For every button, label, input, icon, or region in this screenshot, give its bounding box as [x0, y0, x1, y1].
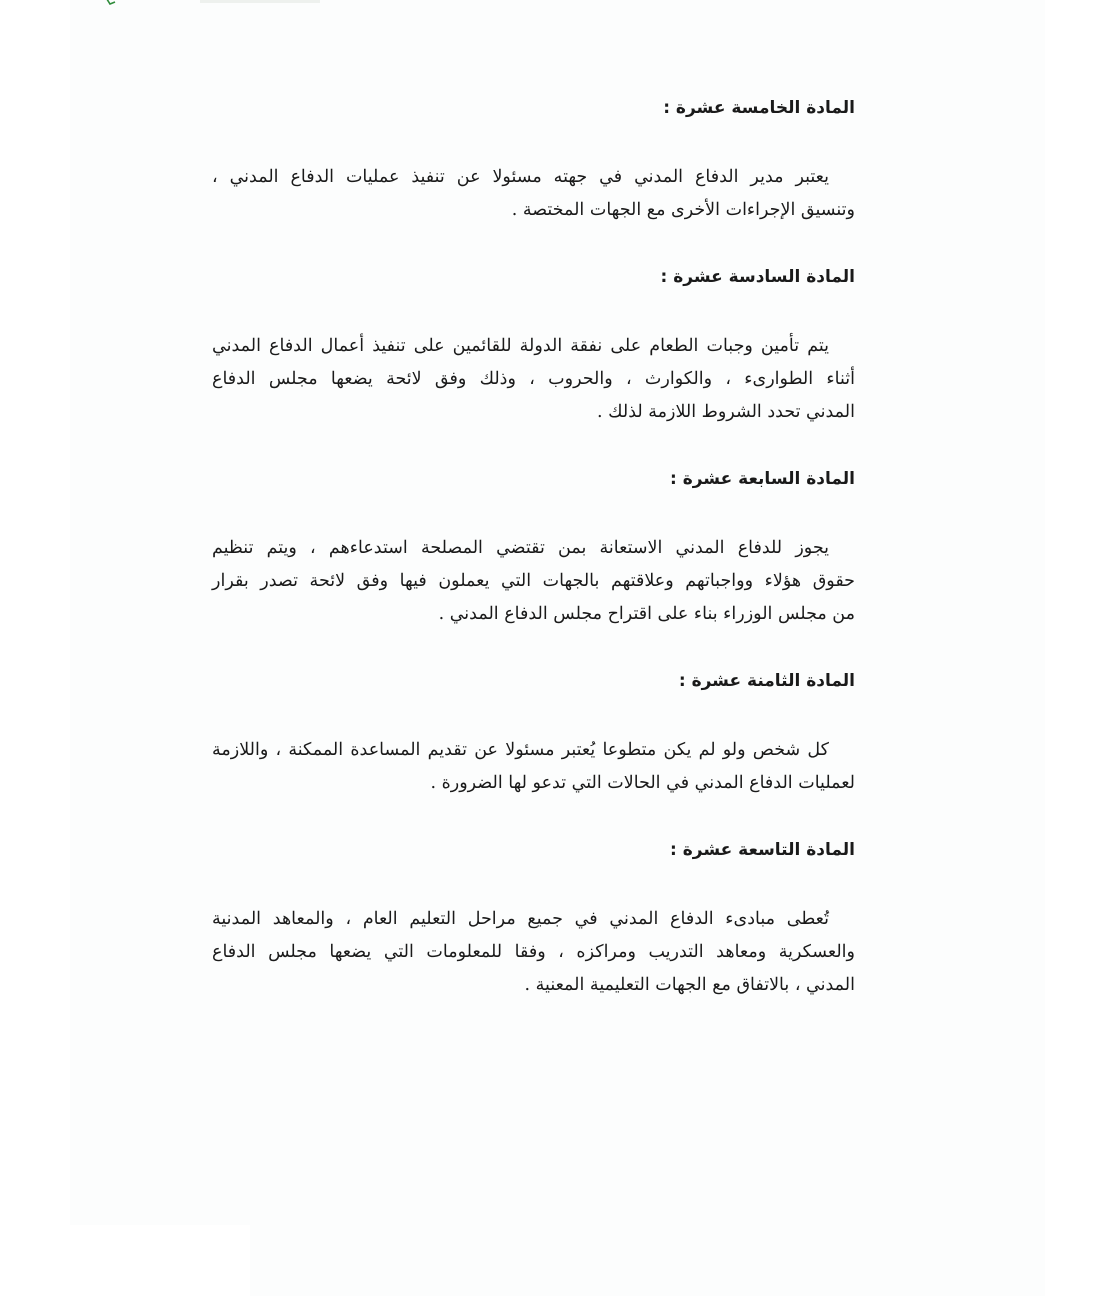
article-17 [212, 463, 855, 631]
article-18-line-2: لعمليات الدفاع المدني في الحالات التي تدعو لها الضرورة . [430, 773, 855, 793]
page-background-bottom [250, 1225, 1045, 1296]
article-19-line-1: تُعطى مبادىء الدفاع المدني في جميع مراحل التعليم العام ، والمعاهد المدنية [212, 909, 829, 929]
article-16 [212, 261, 855, 429]
article-19-text [212, 903, 855, 1002]
scan-edge-strip [200, 0, 320, 3]
corner-mark-icon [104, 0, 116, 6]
document-body [212, 92, 855, 1002]
article-19-line-3: المدني ، بالاتفاق مع الجهات التعليمية المعنية . [524, 975, 855, 995]
article-17-line-2: حقوق هؤلاء وواجباتهم وعلاقتهم بالجهات التي يعملون فيها وفق لائحة تصدر بقرار [212, 571, 855, 591]
article-19 [212, 834, 855, 1002]
article-18 [212, 665, 855, 800]
article-16-text [212, 330, 855, 429]
article-17-line-1: يجوز للدفاع المدني الاستعانة بمن تقتضي المصلحة استدعاءهم ، ويتم تنظيم [212, 538, 829, 558]
article-16-line-3: المدني تحدد الشروط اللازمة لذلك . [596, 402, 855, 422]
article-15-text [212, 161, 855, 227]
article-15 [212, 92, 855, 227]
article-17-line-3: من مجلس الوزراء بناء على اقتراح مجلس الدفاع المدني . [438, 604, 855, 624]
article-17-heading: المادة السابعة عشرة : [669, 469, 855, 489]
article-16-line-1: يتم تأمين وجبات الطعام على نفقة الدولة للقائمين على تنفيذ أعمال الدفاع المدني [212, 336, 829, 356]
article-17-text [212, 532, 855, 631]
article-15-heading: المادة الخامسة عشرة : [663, 98, 855, 118]
article-18-line-1: كل شخص ولو لم يكن متطوعا يُعتبر مسئولا عن تقديم المساعدة الممكنة ، واللازمة [212, 740, 829, 760]
article-19-heading: المادة التاسعة عشرة : [670, 840, 855, 860]
article-16-line-2: أثناء الطوارىء ، والكوارث ، والحروب ، وذلك وفق لائحة يضعها مجلس الدفاع [212, 369, 855, 389]
article-15-line-1: يعتبر مدير الدفاع المدني في جهته مسئولا عن تنفيذ عمليات الدفاع المدني ، [212, 167, 829, 187]
article-19-line-2: والعسكرية ومعاهد التدريب ومراكزه ، وفقا للمعلومات التي يضعها مجلس الدفاع [212, 942, 855, 962]
article-18-heading: المادة الثامنة عشرة : [678, 671, 855, 691]
article-18-text [212, 734, 855, 800]
article-15-line-2: وتنسيق الإجراءات الأخرى مع الجهات المختصة . [511, 200, 855, 220]
article-16-heading: المادة السادسة عشرة : [660, 267, 855, 287]
